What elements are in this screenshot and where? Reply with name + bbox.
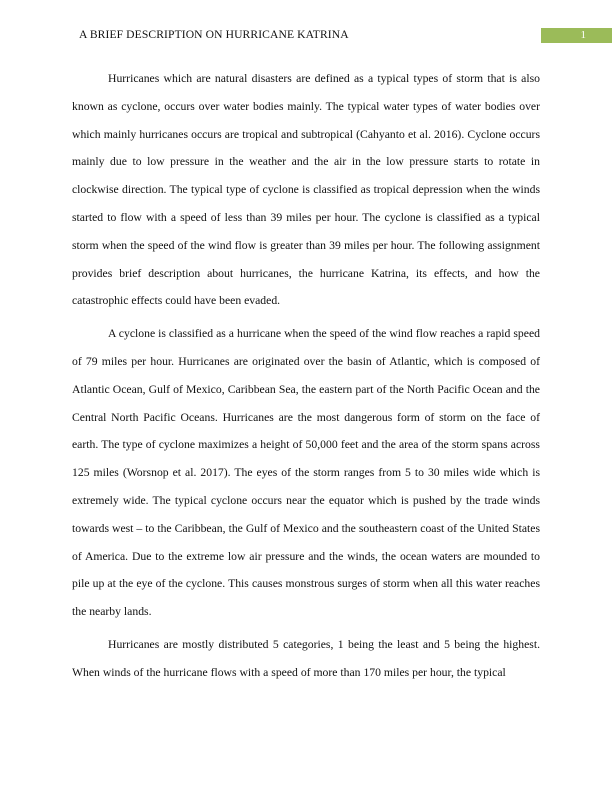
paragraph: Hurricanes are mostly distributed 5 categories, 1 being the least and 5 being the highest. When winds of the hurricane flows with a speed of more than 170 miles per hour, the typical: [72, 637, 540, 679]
paragraph: Hurricanes which are natural disasters are defined as a typical types of storm that is also known as cyclone, occurs over water bodies mainly. The typical water types of water bodies over which mainly hurricanes occurs are tropical and subtropical (Cahyanto et al. 2016). Cyclone occurs mainly due to low pressure in the weather and the air in the low pressure starts to rotate in clockwise direction. The typical type of cyclone is classified as tropical depression when the winds started to flow with a speed of less than 39 miles per hour. The cyclone is classified as a typical storm when the speed of the wind flow is greater than 39 miles per hour. The following assignment provides brief description about hurricanes, the hurricane Katrina, its effects, and how the catastrophic effects could have been evaded.: [72, 72, 540, 308]
running-head: A BRIEF DESCRIPTION ON HURRICANE KATRINA: [79, 28, 349, 41]
page-number: 1: [580, 29, 586, 41]
paragraph: A cyclone is classified as a hurricane when the speed of the wind flow reaches a rapid speed of 79 miles per hour. Hurricanes are originated over the basin of Atlantic, which is composed of Atlantic Ocean, Gulf of Mexico, Caribbean Sea, the eastern part of the North Pacific Ocean and the Central North Pacific Oceans. Hurricanes are the most dangerous form of storm on the face of earth. The type of cyclone maximizes a height of 50,000 feet and the area of the storm spans across 125 miles (Worsnop et al. 2017). The eyes of the storm ranges from 5 to 30 miles wide which is extremely wide. The typical cyclone occurs near the equator which is pushed by the trade winds towards west – to the Caribbean, the Gulf of Mexico and the southeastern coast of the United States of America. Due to the extreme low air pressure and the winds, the ocean waters are mounded to pile up at the eye of the cyclone. This causes monstrous surges of storm when all this water reaches the nearby lands.: [72, 327, 540, 619]
body-text: [72, 65, 540, 692]
page-number-badge: [541, 28, 612, 43]
